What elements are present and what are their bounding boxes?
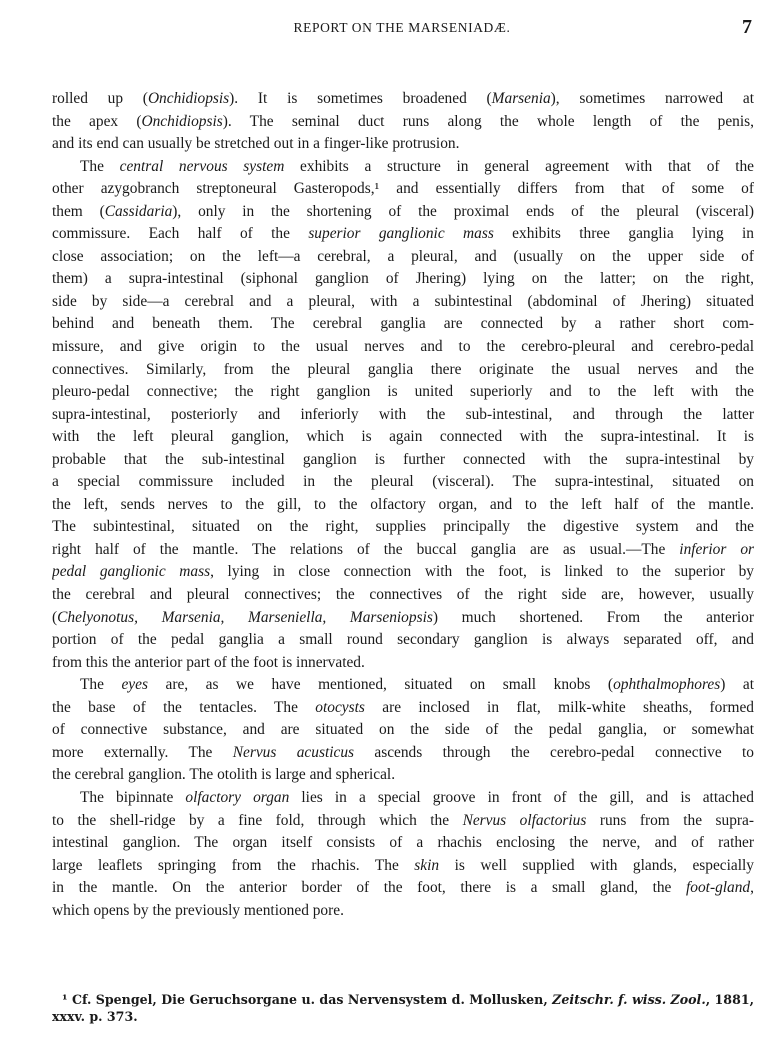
text-run: rolled up ( (52, 90, 148, 107)
text-run: the base of the tentacles. The (52, 698, 316, 716)
text-line (52, 291, 754, 314)
text-line (52, 516, 754, 539)
text-line (52, 268, 754, 291)
text-run: ¹ Cf. Spengel, Die Geruchsorgane u. das Nervensystem d. Mollusken, (62, 992, 553, 1007)
text-line (52, 584, 754, 607)
text-run: ). The seminal duct runs along the whole length of the penis, (222, 112, 754, 130)
text-run: them ( (52, 202, 105, 220)
text-run: the apex ( (52, 112, 142, 130)
text-run: missure, and give origin to the usual nerves and to the cerebro-pleural and cerebro-pedal (52, 338, 754, 356)
text-run: other azygobranch streptoneural Gasteropods,¹ and essentially differs from that of some of (52, 180, 754, 198)
text-run: , 1881, (705, 992, 754, 1007)
text-run: behind and beneath them. The cerebral ganglia are connected by a rather short com- (52, 315, 754, 333)
text-run: a special commissure included in the pleural (visceral). The supra-intestinal, situated on (52, 473, 754, 491)
running-title: REPORT ON THE MARSENIADÆ. (293, 20, 511, 35)
text-line (52, 697, 754, 720)
text-run: which opens by the previously mentioned pore. (52, 901, 344, 919)
body-text (52, 88, 754, 922)
text-run: ( (52, 608, 58, 626)
text-line (52, 494, 754, 517)
text-run: the cerebral ganglion. The otolith is large and spherical. (52, 766, 396, 784)
paragraph (52, 156, 754, 675)
text-run: in the mantle. On the anterior border of the foot, there is a small gland, the (52, 879, 686, 897)
text-run: right half of the mantle. The relations of the buccal ganglia are as usual.—The (52, 540, 680, 558)
text-line (52, 629, 754, 652)
text-run: them) a supra-intestinal (siphonal ganglion of Jhering) lying on the latter; on the right, (52, 270, 754, 288)
text-run: the cerebral and pleural connectives; the connectives of the right side are, however, usually (52, 586, 754, 604)
italic-text: eyes (121, 676, 148, 694)
text-run: The (80, 676, 122, 694)
text-run: The bipinnate (80, 788, 186, 806)
text-line (52, 991, 754, 1008)
running-header (52, 16, 752, 40)
italic-text: superior ganglionic mass (308, 225, 494, 243)
paragraph (52, 674, 754, 787)
text-run: ascends through the cerebro-pedal connective to (354, 743, 754, 761)
text-line (52, 742, 754, 765)
text-line (52, 471, 754, 494)
text-line (52, 900, 754, 923)
text-run: to the shell-ridge by a fine fold, through which the (52, 811, 463, 829)
text-run: more externally. The (52, 743, 233, 761)
text-line (52, 877, 754, 900)
text-line (52, 156, 754, 179)
italic-text: Cassidaria (104, 202, 173, 220)
text-run: side by side—a cerebral and a pleural, with a subintestinal (abdominal of Jhering) situated (52, 292, 754, 310)
text-run: , lying in close connection with the foot, is linked to the superior by (210, 563, 754, 581)
italic-text: Nervus acusticus (232, 743, 355, 761)
text-run: exhibits a structure in general agreement with that of the (284, 157, 754, 175)
text-line (52, 674, 754, 697)
text-line (52, 201, 754, 224)
text-line (52, 404, 754, 427)
italic-text: central nervous system (119, 157, 285, 175)
text-run: probable that the sub-intestinal ganglion is further connected with the supra-intestinal by (52, 450, 754, 468)
text-line (52, 652, 754, 675)
text-run: exhibits three ganglia lying in (493, 225, 754, 243)
italic-text: Onchidiopsis (141, 112, 223, 130)
italic-text: Chelyonotus, Marsenia, Marseniella, Marseniopsis (57, 608, 433, 626)
text-line (52, 810, 754, 833)
text-line (52, 178, 754, 201)
text-run: with the left pleural ganglion, which is again connected with the supra-intestinal. It is (52, 428, 754, 446)
text-run: ). It is sometimes broadened ( (229, 90, 492, 107)
text-run: runs from the supra- (586, 811, 754, 829)
italic-text: foot-gland (686, 879, 751, 897)
italic-text: Nervus olfactorius (462, 811, 587, 829)
text-run: is well supplied with glands, especially (439, 856, 754, 874)
text-run: from this the anterior part of the foot is innervated. (52, 653, 365, 671)
text-run: close association; on the left—a cerebral, a pleural, and (usually on the upper side of (52, 247, 754, 265)
italic-text: olfactory organ (185, 788, 290, 806)
text-line (52, 336, 754, 359)
italic-text: inferior or (679, 540, 754, 558)
text-line (52, 719, 754, 742)
text-run: are, as we have mentioned, situated on small knobs ( (147, 676, 614, 694)
italic-text: skin (414, 856, 440, 874)
text-line (52, 764, 754, 787)
text-line (52, 88, 754, 111)
text-line (52, 133, 754, 156)
text-run: connectives. Similarly, from the pleural ganglia there originate the usual nerves and the (52, 360, 754, 378)
text-run: ) at (720, 676, 754, 694)
text-line (52, 111, 754, 134)
text-line (52, 561, 754, 584)
text-line (52, 426, 754, 449)
text-line (52, 832, 754, 855)
italic-text: otocysts (315, 698, 365, 716)
footnote (52, 991, 754, 1025)
text-line (52, 223, 754, 246)
text-line (52, 313, 754, 336)
text-run: pleuro-pedal connective; the right ganglion is united superiorly and to the left with the (52, 383, 754, 401)
text-line (52, 1008, 754, 1025)
text-run: and its end can usually be stretched out in a finger-like protrusion. (52, 135, 460, 153)
text-run: ), sometimes narrowed at (550, 90, 754, 107)
text-run: ), only in the shortening of the proximal ends of the pleural (visceral) (172, 202, 754, 220)
text-run: of connective substance, and are situated on the side of the pedal ganglia, or somewhat (52, 721, 754, 739)
text-run: large leaflets springing from the rhachis. The (52, 856, 415, 874)
text-line (52, 855, 754, 878)
text-run: supra-intestinal, posteriorly and inferiorly with the sub-intestinal, and through the latter (52, 405, 754, 423)
text-run: The subintestinal, situated on the right, supplies principally the digestive system and the (52, 518, 754, 536)
text-run: the left, sends nerves to the gill, to the olfactory organ, and to the left half of the mantle. (52, 495, 754, 513)
text-run: are inclosed in flat, milk-white sheaths, formed (364, 698, 754, 716)
text-run: , (750, 879, 754, 897)
text-line (52, 539, 754, 562)
italic-text: pedal ganglionic mass (52, 563, 211, 581)
text-run: commissure. Each half of the (52, 225, 309, 243)
text-line (52, 787, 754, 810)
text-run: ) much shortened. From the anterior (432, 608, 754, 626)
text-run: intestinal ganglion. The organ itself consists of a rhachis enclosing the nerve, and of rather (52, 834, 754, 852)
italic-text: ophthalmophores (613, 676, 721, 694)
text-line (52, 449, 754, 472)
text-run: lies in a special groove in front of the gill, and is attached (289, 788, 754, 806)
text-line (52, 246, 754, 269)
text-run: portion of the pedal ganglia a small round secondary ganglion is always separated off, and (52, 631, 754, 649)
text-line (52, 607, 754, 630)
text-run: xxxv. p. 373. (52, 1009, 138, 1024)
page-number: 7 (742, 16, 752, 38)
text-line (52, 359, 754, 382)
text-run: The (80, 157, 120, 175)
paragraph (52, 88, 754, 156)
text-line (52, 381, 754, 404)
italic-text: Zeitschr. f. wiss. Zool. (552, 992, 706, 1007)
italic-text: Onchidiopsis (147, 90, 230, 107)
paragraph (52, 787, 754, 922)
italic-text: Marsenia (491, 90, 551, 107)
